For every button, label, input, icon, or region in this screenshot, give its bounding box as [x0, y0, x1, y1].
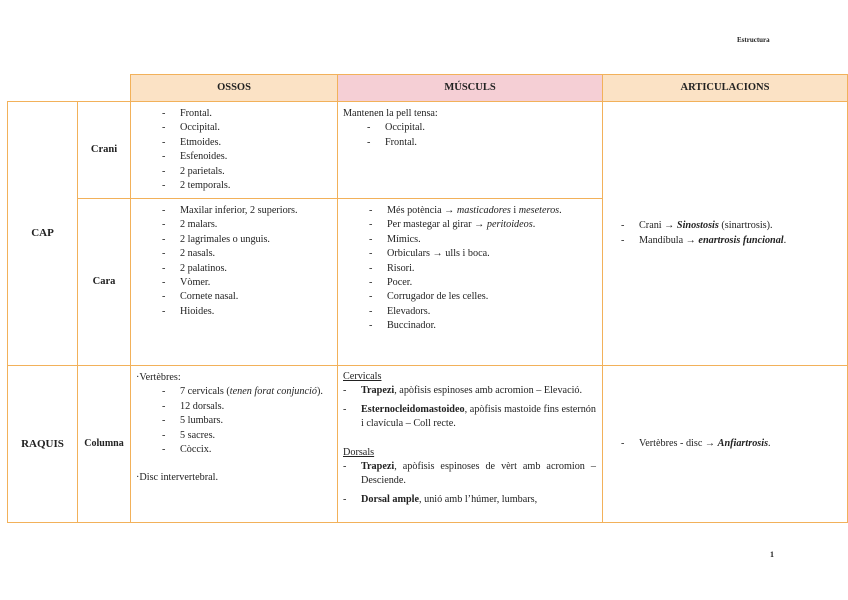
list-item: - Maxilar inferior, 2 superiors.	[162, 204, 332, 218]
list-item: - Pocer.	[369, 276, 597, 290]
col-header-muscles: MÚSCULS	[338, 75, 603, 102]
list-item: - 2 temporals.	[162, 179, 332, 193]
list-item: - 7 cervicals (tenen forat conjunció).	[162, 385, 332, 399]
list-item: - Corrugador de les celles.	[369, 290, 597, 304]
list-item: - Orbiculars → ulls i boca.	[369, 247, 597, 261]
list-item: - Risori.	[369, 262, 597, 276]
list-item: - 2 malars.	[162, 218, 332, 232]
page-number: 1	[770, 550, 774, 559]
structure-table	[7, 74, 848, 523]
sub-columna: Columna	[78, 366, 131, 523]
list-item: - 2 nasals.	[162, 247, 332, 261]
list-item: - 2 lagrimales o unguis.	[162, 233, 332, 247]
list-item: - Còccix.	[162, 443, 332, 457]
columna-ossos	[131, 366, 338, 523]
vertebres-label: ·Vertèbres:	[136, 372, 181, 383]
disc-label: ·Disc intervertebral.	[136, 472, 219, 484]
cervicals-heading: Cervicals	[343, 371, 382, 382]
list-item: - Trapezi, apòfisis espinoses de vèrt amb acromion – Desciende.	[343, 460, 596, 489]
list-item: - Vòmer.	[162, 276, 332, 290]
header-row	[8, 75, 848, 102]
list-item: - 2 parietals.	[162, 165, 332, 179]
cara-ossos	[131, 199, 338, 366]
list-item: - Occipital.	[162, 121, 332, 135]
columna-articulacions	[603, 366, 848, 523]
list-item: - Esternocleidomastoideo, apòfisis mastoide fins esternón i clavícula – Coll recte.	[343, 403, 596, 432]
sub-cara: Cara	[78, 199, 131, 366]
col-header-articulacions: ARTICULACIONS	[603, 75, 848, 102]
sub-crani: Crani	[78, 102, 131, 199]
list-item: - Etmoides.	[162, 136, 332, 150]
list-item: - Frontal.	[162, 107, 332, 121]
list-item: - Elevadors.	[369, 305, 597, 319]
list-item: - 5 lumbars.	[162, 414, 332, 428]
dorsals-heading: Dorsals	[343, 446, 375, 458]
list-item: - Cornete nasal.	[162, 290, 332, 304]
list-item: - Més potència → masticadores i meseteros.	[369, 204, 597, 218]
list-item: - Occipital.	[367, 121, 597, 135]
cap-articulacions	[603, 102, 848, 366]
region-cap: CAP	[8, 102, 78, 366]
row-columna	[8, 366, 848, 523]
list-item: - Frontal.	[367, 136, 597, 150]
col-header-ossos: OSSOS	[131, 75, 338, 102]
page-header: Estructura	[737, 36, 770, 44]
list-item: - Crani → Sinostosis (sinartrosis).	[621, 219, 847, 233]
list-item: - Buccinador.	[369, 319, 597, 333]
list-item: - 2 palatinos.	[162, 262, 332, 276]
list-item: - Trapezi, apòfisis espinoses amb acromion – Elevació.	[343, 384, 596, 398]
list-item: - 12 dorsals.	[162, 400, 332, 414]
cara-muscles	[338, 199, 603, 366]
corner-cell	[8, 75, 131, 102]
row-crani	[8, 102, 848, 199]
list-item: - 5 sacres.	[162, 429, 332, 443]
list-item: - Dorsal ample, unió amb l’húmer, lumbars,	[343, 493, 596, 507]
list-item: - Per mastegar al girar → peritoideos.	[369, 218, 597, 232]
list-item: - Mandíbula → enartrosis funcional.	[621, 234, 847, 248]
muscles-intro: Mantenen la pell tensa:	[343, 108, 438, 119]
region-raquis: RAQUIS	[8, 366, 78, 523]
list-item: - Vertèbres - disc → Anfiartrosis.	[621, 437, 847, 451]
list-item: - Mímics.	[369, 233, 597, 247]
crani-muscles	[338, 102, 603, 199]
list-item: - Hioides.	[162, 305, 332, 319]
columna-muscles	[338, 366, 603, 523]
crani-ossos	[131, 102, 338, 199]
list-item: - Esfenoides.	[162, 150, 332, 164]
